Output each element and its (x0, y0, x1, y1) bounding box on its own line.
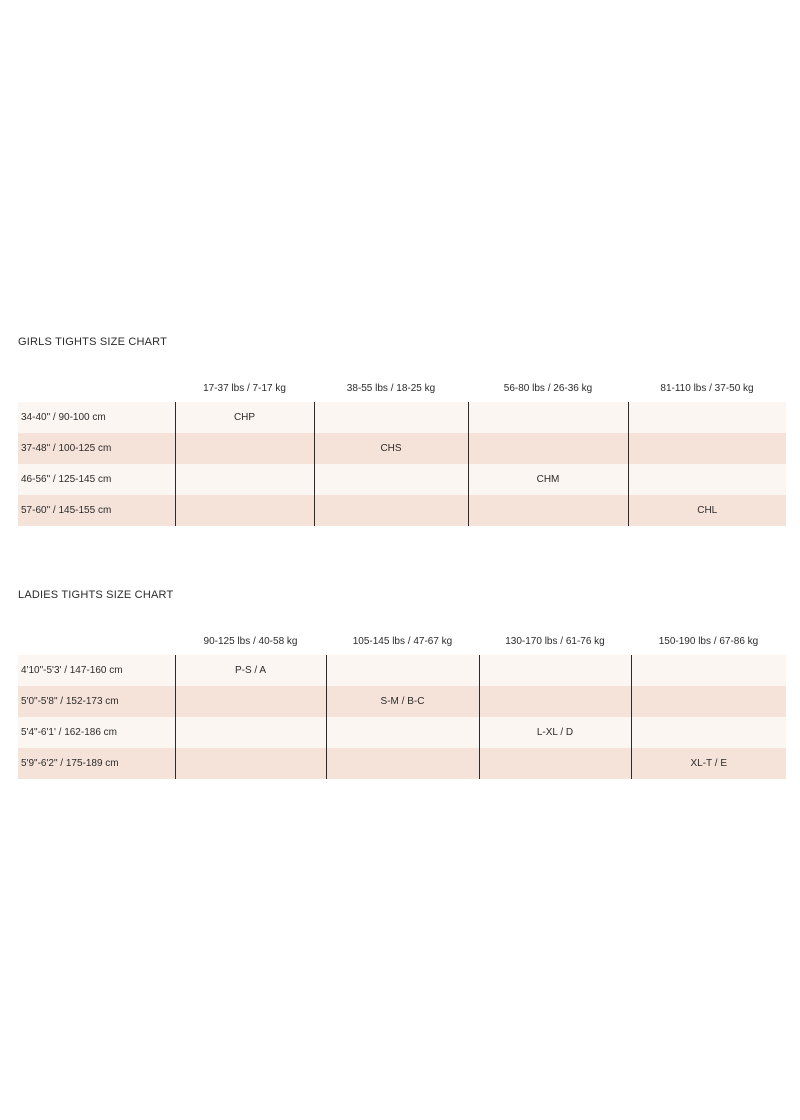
girls-header-row (18, 376, 786, 402)
ladies-column-header: 130-170 lbs / 61-76 kg (505, 635, 605, 647)
table-row (18, 655, 786, 686)
row-height-label: 4'10"-5'3' / 147-160 cm (18, 655, 175, 686)
girls-column-header: 38-55 lbs / 18-25 kg (346, 382, 436, 394)
size-cell (326, 655, 479, 686)
size-cell: P-S / A (175, 655, 326, 686)
table-row (18, 495, 786, 526)
girls-chart-title: GIRLS TIGHTS SIZE CHART (18, 336, 168, 348)
size-cell (326, 717, 479, 748)
size-cell (628, 402, 786, 433)
ladies-chart-title: LADIES TIGHTS SIZE CHART (18, 589, 174, 601)
row-height-label: 37-48" / 100-125 cm (18, 433, 175, 464)
size-cell: S-M / B-C (326, 686, 479, 717)
ladies-column-header: 105-145 lbs / 47-67 kg (352, 635, 453, 647)
size-cell (175, 717, 326, 748)
girls-column-header: 17-37 lbs / 7-17 kg (203, 382, 286, 394)
table-row (18, 464, 786, 495)
size-cell (468, 402, 628, 433)
size-cell (628, 433, 786, 464)
ladies-column-header: 150-190 lbs / 67-86 kg (658, 635, 759, 647)
table-row (18, 686, 786, 717)
table-row (18, 717, 786, 748)
size-cell (326, 748, 479, 779)
ladies-corner-cell (18, 629, 175, 655)
size-cell: L-XL / D (479, 717, 631, 748)
ladies-size-chart (18, 588, 786, 769)
row-height-label: 5'4"-6'1' / 162-186 cm (18, 717, 175, 748)
girls-size-table (18, 376, 786, 526)
size-cell: CHL (628, 495, 786, 526)
ladies-header-row (18, 629, 786, 655)
girls-column-header: 81-110 lbs / 37-50 kg (660, 382, 754, 394)
size-cell (175, 748, 326, 779)
table-row (18, 748, 786, 779)
size-cell (631, 717, 786, 748)
ladies-size-table (18, 629, 786, 779)
girls-corner-cell (18, 376, 175, 402)
row-height-label: 46-56" / 125-145 cm (18, 464, 175, 495)
size-cell (314, 464, 468, 495)
size-cell (631, 686, 786, 717)
row-height-label: 5'9"-6'2" / 175-189 cm (18, 748, 175, 779)
size-cell (175, 495, 314, 526)
girls-size-chart (18, 335, 786, 516)
size-cell: CHS (314, 433, 468, 464)
size-cell (479, 655, 631, 686)
row-height-label: 5'0"-5'8" / 152-173 cm (18, 686, 175, 717)
size-cell: CHP (175, 402, 314, 433)
row-height-label: 34-40" / 90-100 cm (18, 402, 175, 433)
girls-column-header: 56-80 lbs / 26-36 kg (503, 382, 593, 394)
size-cell (479, 748, 631, 779)
ladies-column-header: 90-125 lbs / 40-58 kg (203, 635, 298, 647)
size-cell (314, 402, 468, 433)
size-cell (628, 464, 786, 495)
size-cell (468, 433, 628, 464)
size-cell (468, 495, 628, 526)
size-cell (175, 464, 314, 495)
size-cell (175, 686, 326, 717)
size-cell (479, 686, 631, 717)
table-row (18, 402, 786, 433)
size-cell: XL-T / E (631, 748, 786, 779)
size-cell (631, 655, 786, 686)
size-cell: CHM (468, 464, 628, 495)
size-cell (314, 495, 468, 526)
table-row (18, 433, 786, 464)
size-cell (175, 433, 314, 464)
row-height-label: 57-60" / 145-155 cm (18, 495, 175, 526)
